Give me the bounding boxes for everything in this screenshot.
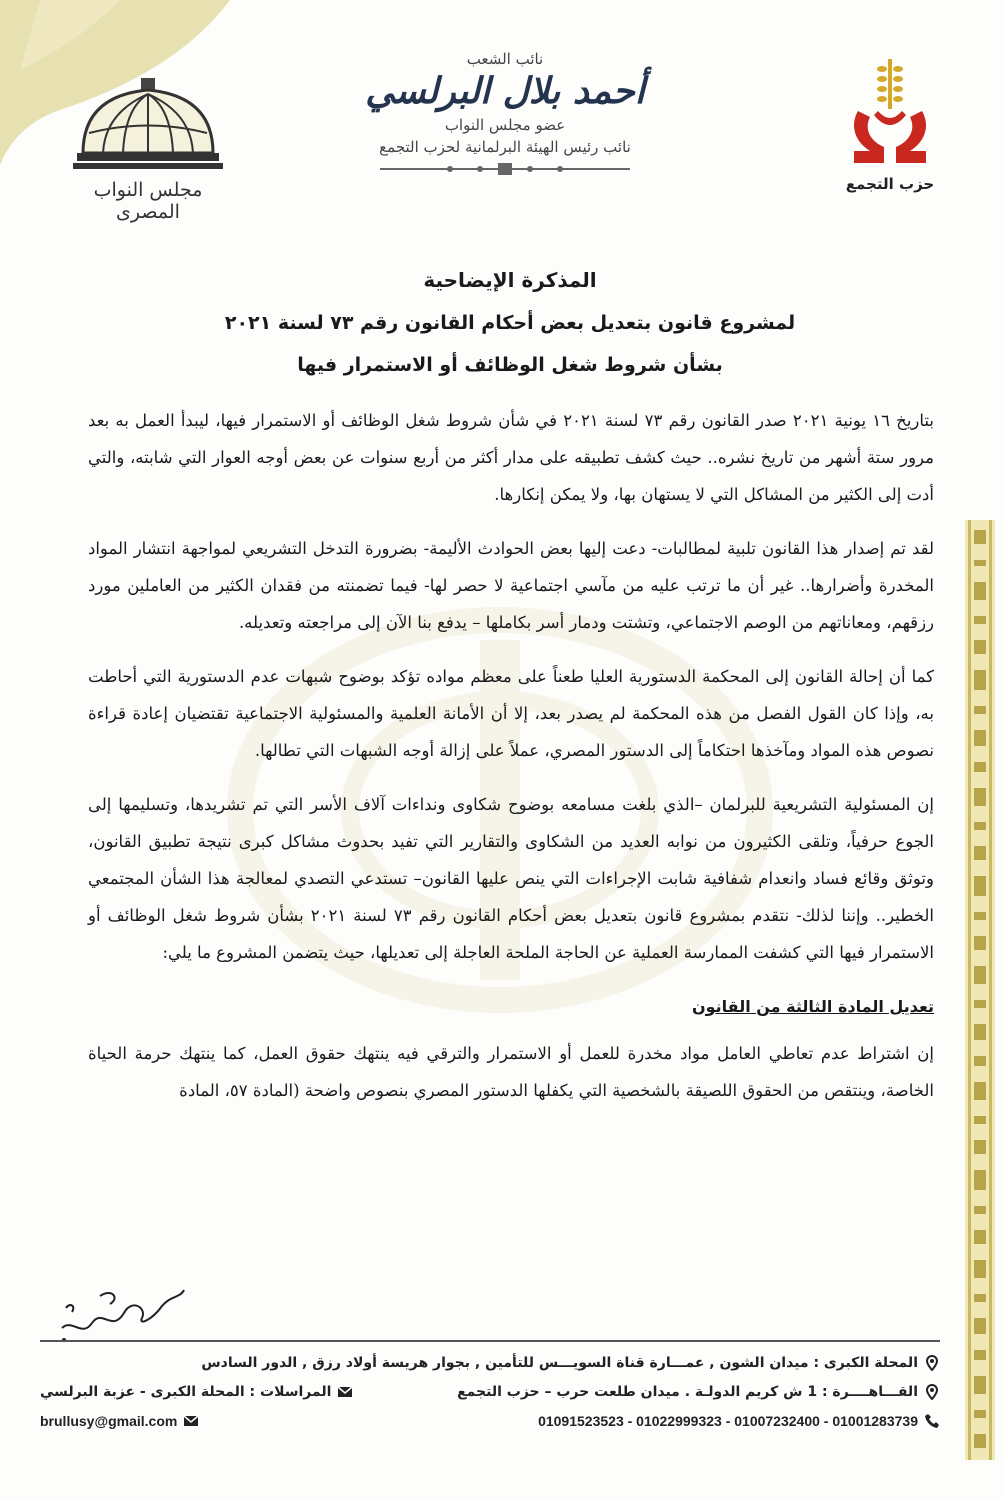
mp-letterhead bbox=[360, 50, 650, 180]
section-paragraph: إن اشتراط عدم تعاطي العامل مواد مخدرة للعمل أو الاستمرار والترقي فيه ينتهك حقوق العمل، كما ينتهك حرمة الحياة الخاصة، وينتقص من الحقوق اللصيقة بالشخصية التي يكفلها الدستور المصري بنصوص واضحة (المادة ٥٧، المادة bbox=[88, 1044, 934, 1100]
document-titles bbox=[90, 268, 930, 396]
document-subtitle-2: بشأن شروط شغل الوظائف أو الاستمرار فيها bbox=[297, 354, 723, 376]
parliament-logo bbox=[68, 78, 228, 223]
party-logo-caption: حزب التجمع bbox=[845, 175, 935, 193]
envelope-icon bbox=[337, 1384, 353, 1400]
footer-address-mahalla: المحلة الكبرى : ميدان الشون , عمـــارة قناة السويـــس للتأمين , بجوار هريسة أولاد رزق , الدور السادس bbox=[201, 1355, 940, 1371]
footer-address-cairo: القـــاهــــرة : 1 ش كريم الدولـة . ميدان طلعت حرب – حزب التجمع bbox=[457, 1384, 940, 1400]
mp-role: نائب الشعب bbox=[466, 50, 544, 68]
footer-email[interactable]: brullusy@gmail.com bbox=[40, 1413, 199, 1429]
body-paragraph: بتاريخ ١٦ يونية ٢٠٢١ صدر القانون رقم ٧٣ لسنة ٢٠٢١ في شأن شروط شغل الوظائف أو الاستمرار فيها، ليبدأ العمل به بعد مرور ستة أشهر من تاريخ نشره.. حيث كشف تطبيقه على مدار أكثر من أربع سنوات عن بعض أوجه العوار التي شابته، والتي أدت إلى الكثير من المشاكل التي لا يستهان بها، ولا يمكن إنكارها. bbox=[88, 411, 934, 504]
location-pin-icon bbox=[924, 1384, 940, 1400]
location-pin-icon bbox=[924, 1355, 940, 1371]
footer-correspondence: المراسلات : المحلة الكبرى - عزبة البرلسي bbox=[40, 1384, 353, 1400]
document-subtitle-1: لمشروع قانون بتعديل بعض أحكام القانون رقم ٧٣ لسنة ٢٠٢١ bbox=[224, 312, 796, 334]
mp-membership: عضو مجلس النواب bbox=[444, 116, 566, 134]
envelope-icon bbox=[183, 1413, 199, 1429]
footer-row bbox=[40, 1348, 940, 1377]
document-title: المذكرة الإيضاحية bbox=[423, 268, 597, 292]
footer-phones: 01091523523 - 01022999323 - 01007232400 - 01001283739 bbox=[538, 1413, 940, 1429]
body-paragraph: كما أن إحالة القانون إلى المحكمة الدستورية العليا طعناً على معظم مواده تؤكد بوضوح شبهات عدم الدستورية التي أحاطت به، وإذا كان القول الفصل من هذه المحكمة لم يصدر بعد، إلا أن الأمانة العلمية والمسئولية الاجتماعية تقتضيان إعادة قراءة نصوص هذه المواد ومآخذها احتكاماً إلى الدستور المصري، عملاً على إزالة أوجه الشبهات التي تطالها. bbox=[88, 667, 934, 760]
party-logo bbox=[835, 55, 945, 200]
parliament-dome-icon bbox=[73, 78, 223, 173]
mp-name: أحمد بلال البرلسي bbox=[365, 70, 645, 112]
parliament-logo-caption: مجلس النواب المصرى bbox=[93, 179, 203, 223]
footer-row bbox=[40, 1406, 940, 1435]
body-paragraph: لقد تم إصدار هذا القانون تلبية لمطالبات- دعت إليها بعض الحوادث الأليمة- بضرورة التدخل التشريعي لمواجهة انتشار المواد المخدرة وأضرارها.. غير أن ما ترتب عليه من مآسي اجتماعية لا حصر لها- فيما تضمنته من فقدان الكثير من العاملين مورد رزقهم، ومعاناتهم من الوصم الاجتماعي، وتشتت ودمار أسر بكاملها – يدفع بنا الآن إلى مراجعته وتعديله. bbox=[88, 539, 934, 632]
egyptian-border-ornament bbox=[965, 520, 995, 1460]
handwritten-signature bbox=[52, 1268, 192, 1348]
phone-icon bbox=[924, 1413, 940, 1429]
mp-position: نائب رئيس الهيئة البرلمانية لحزب التجمع bbox=[379, 138, 631, 156]
body-paragraph: إن المسئولية التشريعية للبرلمان –الذي بلغت مسامعه بوضوح شكاوى ونداءات آلاف الأسر التي تم تشريدها، وتسليمها إلى الجوع حرفياً، وتلقى الكثيرون من نوابه العديد من الشكاوى والتقارير التي تفيد بحدوث مشاكل كبرى نتيجة تطبيق القانون، وتوثق وقائع فساد وانعدام شفافية شابت الإجراءات التي ينص عليها القانون– تستدعي التصدي لمعالجة هذا الشأن المجتمعي الخطير.. وإننا لذلك- نتقدم بمشروع قانون بتعديل بعض أحكام القانون رقم ٧٣ لسنة ٢٠٢١ بشأن شروط شغل الوظائف أو الاستمرار فيها التي كشفت الممارسة العملية عن الحاجة الملحة العاجلة إلى تعديلها، حيث يتضمن المشروع ما يلي: bbox=[88, 795, 934, 962]
footer-divider bbox=[40, 1340, 940, 1342]
document-body bbox=[88, 402, 934, 1126]
footer bbox=[40, 1348, 940, 1435]
footer-row bbox=[40, 1377, 940, 1406]
tagammu-party-emblem-icon bbox=[844, 55, 936, 167]
section-heading: تعديل المادة الثالثة من القانون bbox=[691, 997, 934, 1016]
letterhead-ornament bbox=[380, 162, 630, 176]
